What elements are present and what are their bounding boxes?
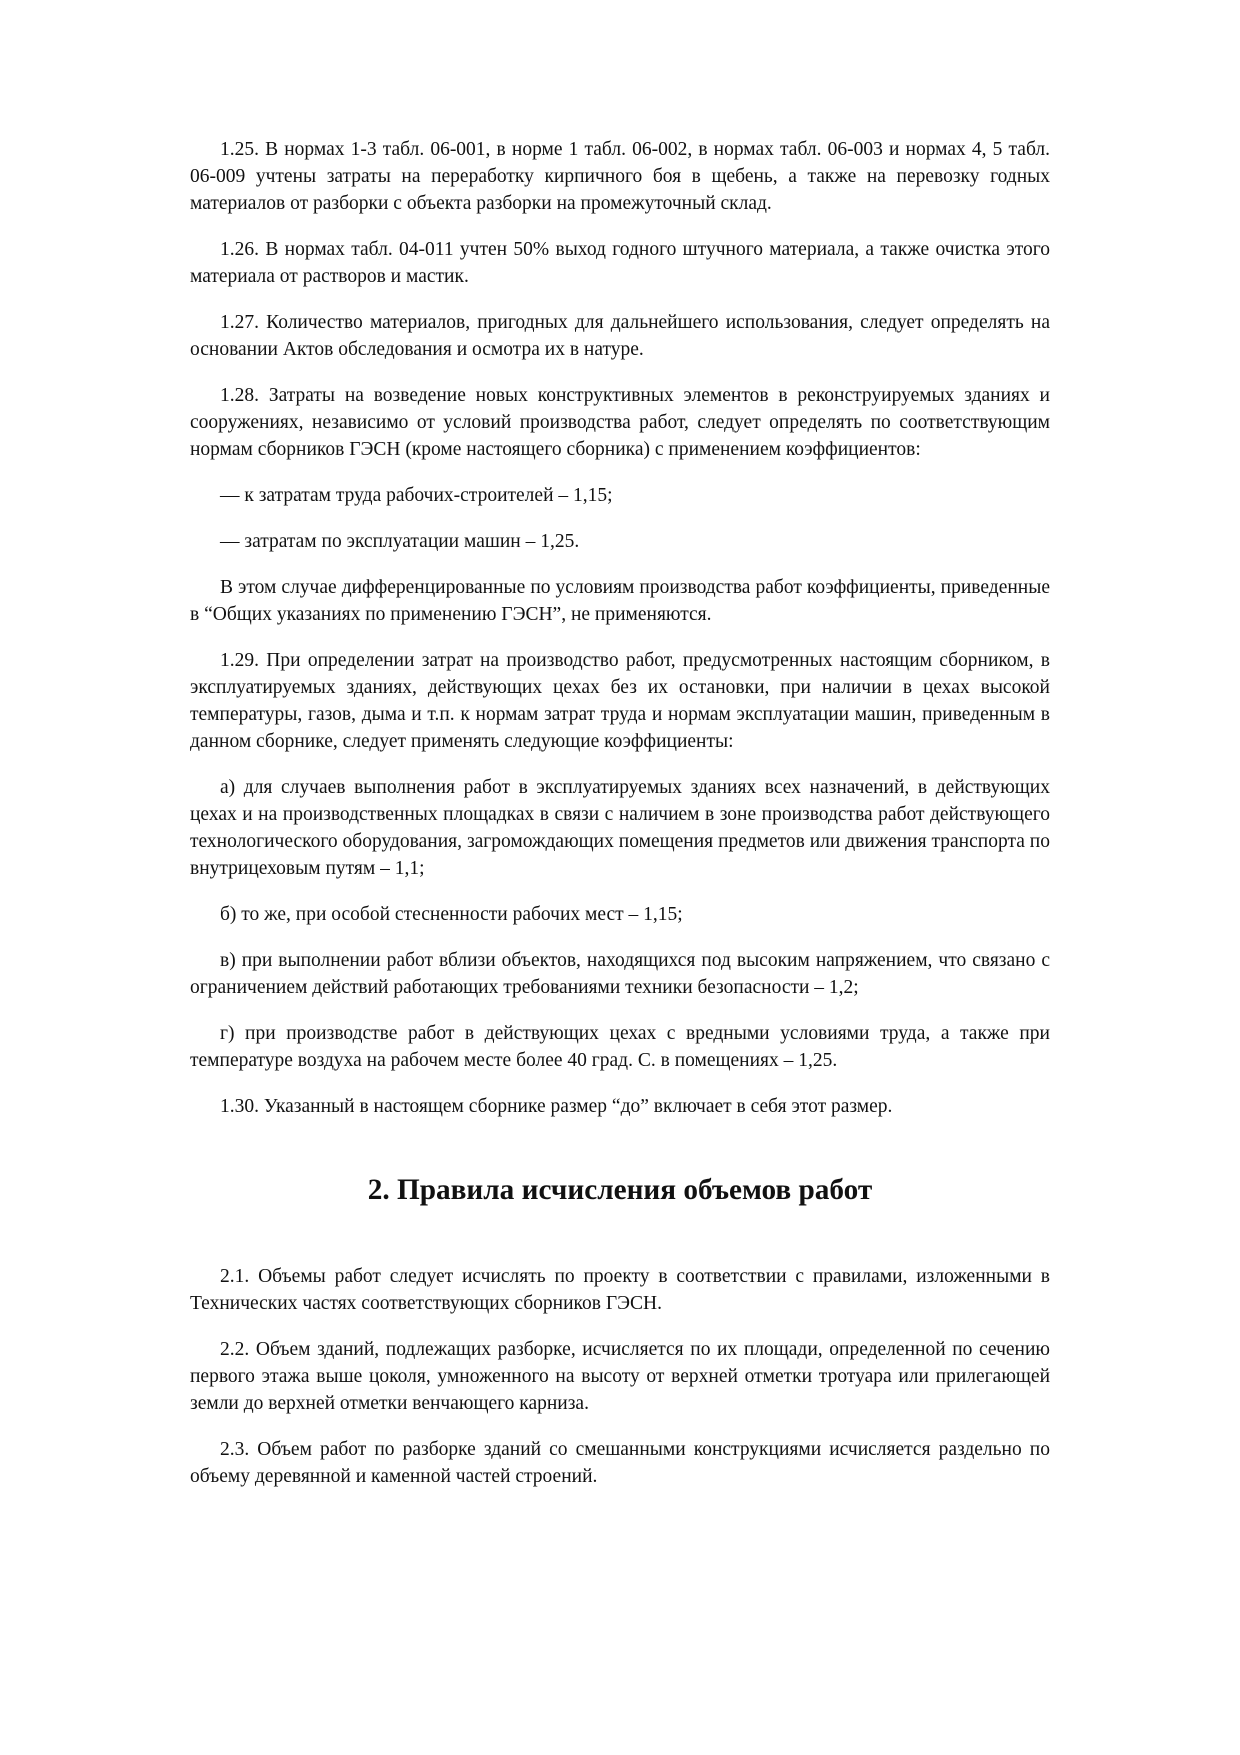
list-item-machine-coefficient: — затратам по эксплуатации машин – 1,25. — [220, 531, 580, 552]
paragraph-1-26: 1.26. В нормах табл. 04-011 учтен 50% выход годного штучного материала, а также очистка этого материала от растворов и мастик. — [190, 239, 1050, 287]
paragraph-1-25: 1.25. В нормах 1-3 табл. 06-001, в норме 1 табл. 06-002, в нормах табл. 06-003 и нормах 4, 5 табл. 06-009 учтены затраты на переработку кирпичного боя в щебень, а также на перевозку годных материалов от разборки с объекта разборки на промежуточный склад. — [190, 139, 1050, 214]
paragraph-1-29: 1.29. При определении затрат на производство работ, предусмотренных настоящим сборником, в эксплуатируемых зданиях, действующих цехах без их остановки, при наличии в цехах высокой температуры, газов, дыма и т.п. к нормам затрат труда и нормам эксплуатации машин, приведенным в данном сборнике, следует применять следующие коэффициенты: — [190, 650, 1050, 752]
paragraph-1-30: 1.30. Указанный в настоящем сборнике размер “до” включает в себя этот размер. — [220, 1096, 893, 1117]
section-2-heading: 2. Правила исчисления объемов работ — [367, 1174, 873, 1206]
paragraph-2-3: 2.3. Объем работ по разборке зданий со смешанными конструкциями исчисляется раздельно по объему деревянной и каменной частей строений. — [190, 1439, 1050, 1487]
list-item-a: а) для случаев выполнения работ в эксплуатируемых зданиях всех назначений, в действующих цехах и на производственных площадках в связи с наличием в зоне производства работ действующего технологического оборудования, загромождающих помещения предметов или движения транспорта по внутрицеховым путям – 1,1; — [190, 777, 1050, 879]
list-item-g: г) при производстве работ в действующих цехах с вредными условиями труда, а также при температуре воздуха на рабочем месте более 40 град. С. в помещениях – 1,25. — [190, 1023, 1050, 1071]
paragraph-2-2: 2.2. Объем зданий, подлежащих разборке, исчисляется по их площади, определенной по сечению первого этажа выше цоколя, умноженного на высоту от верхней отметки тротуара или прилегающей земли до верхней отметки венчающего карниза. — [190, 1339, 1050, 1414]
paragraph-coefficients-note: В этом случае дифференцированные по условиям производства работ коэффициенты, приведенные в “Общих указаниях по применению ГЭСН”, не применяются. — [190, 577, 1050, 625]
paragraph-1-28: 1.28. Затраты на возведение новых конструктивных элементов в реконструируемых зданиях и сооружениях, независимо от условий производства работ, следует определять по соответствующим нормам сборников ГЭСН (кроме настоящего сборника) с применением коэффициентов: — [190, 385, 1050, 460]
list-item-labor-coefficient: — к затратам труда рабочих-строителей – 1,15; — [220, 485, 613, 506]
document-page — [190, 136, 1050, 1509]
paragraph-1-27: 1.27. Количество материалов, пригодных для дальнейшего использования, следует определять на основании Актов обследования и осмотра их в натуре. — [190, 312, 1050, 360]
list-item-v: в) при выполнении работ вблизи объектов, находящихся под высоким напряжением, что связано с ограничением действий работающих требованиями техники безопасности – 1,2; — [190, 950, 1050, 998]
paragraph-2-1: 2.1. Объемы работ следует исчислять по проекту в соответствии с правилами, изложенными в Технических частях соответствующих сборников ГЭСН. — [190, 1266, 1050, 1314]
list-item-b: б) то же, при особой стесненности рабочих мест – 1,15; — [220, 904, 683, 925]
